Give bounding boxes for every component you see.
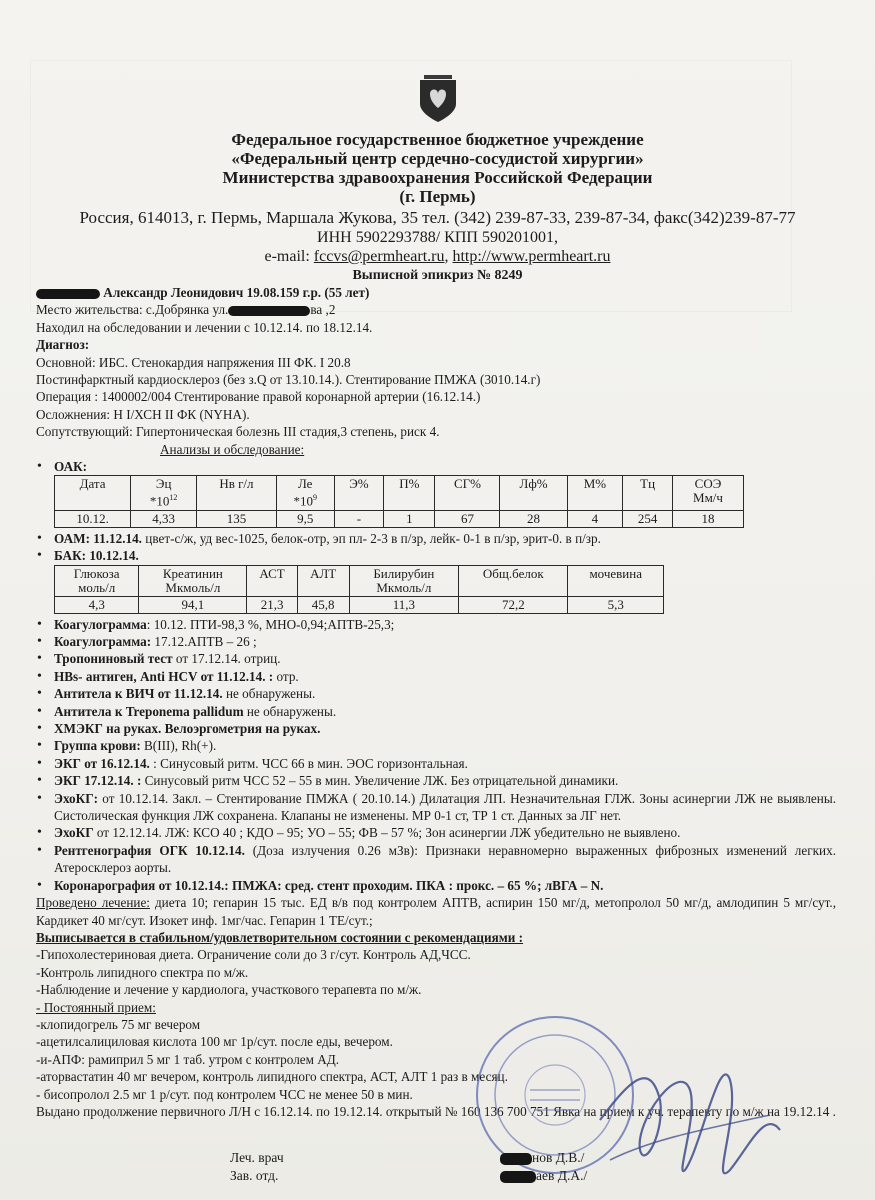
email-link[interactable]: fccvs@permheart.ru bbox=[313, 248, 445, 265]
exam-item-title: ХМЭКГ на руках. Велоэргометрия на руках. bbox=[54, 721, 321, 737]
exam-item bbox=[36, 877, 836, 894]
signer-labels bbox=[230, 1149, 284, 1185]
exam-item bbox=[36, 720, 836, 737]
bak-cell: 94,1 bbox=[139, 596, 247, 613]
medication-line: -и-АПФ: рамиприл 5 мг 1 таб. утром с контролем АД. bbox=[36, 1051, 340, 1067]
recommendation-line: -Контроль липидного спектра по м/ж. bbox=[36, 964, 249, 980]
exam-item-text: не обнаружены. bbox=[222, 686, 316, 702]
bak-cell: 11,3 bbox=[349, 596, 459, 613]
exam-item bbox=[36, 633, 836, 650]
exam-item bbox=[36, 790, 836, 825]
treatment-text: диета 10; гепарин 15 тыс. ЕД в/в под контролем АПТВ, аспирин 150 мг/д, метопролол 50 мг/д, амлодипин 5 мг/сут., Кардикет 40 мг/сут. Изокет инф. 1мг/час. Гепарин 1 ТЕ/сут.; bbox=[36, 895, 836, 928]
exam-item-text: : 10.12. ПТИ-98,3 %, МНО-0,94;АПТВ-25,3; bbox=[146, 616, 395, 632]
oak-cell: - bbox=[334, 510, 384, 527]
institution-line-3: Министерства здравоохранения Российской Федерации bbox=[222, 168, 653, 187]
oak-header: Э% bbox=[334, 476, 384, 510]
oak-cell: 135 bbox=[197, 510, 277, 527]
redaction-mark bbox=[500, 1171, 536, 1183]
diagnosis-concomitant: Сопутствующий: Гипертоническая болезнь III стадия,3 степень, риск 4. bbox=[36, 424, 440, 440]
oak-cell: 4,33 bbox=[131, 510, 197, 527]
exam-item-title: Антитела к ВИЧ от 11.12.14. bbox=[54, 686, 223, 702]
doctor-name-line bbox=[500, 1149, 587, 1167]
oak-header: Эц $*10^{12}$ bbox=[131, 476, 197, 510]
bak-header: АЛТ bbox=[297, 565, 349, 596]
exam-item bbox=[36, 824, 836, 841]
document-body bbox=[36, 284, 836, 1120]
exam-item bbox=[36, 703, 836, 720]
head-name: аев Д.А./ bbox=[536, 1168, 588, 1183]
oak-table bbox=[54, 475, 744, 527]
exam-item-text: от 12.12.14. ЛЖ: КСО 40 ; КДО – 95; УО – 55; ФВ – 57 %; Зон асинергии ЛЖ убедительно не выявлено. bbox=[93, 825, 681, 841]
oam-item bbox=[36, 530, 836, 547]
diagnosis-main: Основной: ИБС. Стенокардия напряжения III ФК. I 20.8 bbox=[36, 354, 351, 370]
exam-item-title: ЭхоКГ bbox=[54, 825, 94, 841]
recommendation-line: -Наблюдение и лечение у кардиолога, участкового терапевта по м/ж. bbox=[36, 982, 422, 998]
bak-cell: 72,2 bbox=[459, 596, 568, 613]
table-row bbox=[55, 476, 744, 510]
exam-item-title: Коагулограмма: bbox=[54, 634, 152, 650]
oak-cell: 4 bbox=[567, 510, 623, 527]
exam-item bbox=[36, 737, 836, 754]
exam-item-text: Синусовый ритм ЧСС 52 – 55 в мин. Увеличение ЛЖ. Без отрицательной динамики. bbox=[141, 773, 619, 789]
exam-item-title: ЭКГ 17.12.14. : bbox=[54, 773, 142, 789]
oak-label: ОАК: bbox=[54, 459, 88, 475]
oak-cell: 1 bbox=[384, 510, 435, 527]
residence-house: ва ,2 bbox=[310, 302, 336, 318]
patient-name: Александр Леонидович 19.08.159 г.р. (55 лет) bbox=[103, 285, 370, 300]
exam-item-title: Тропониновый тест bbox=[54, 651, 173, 667]
patient-line bbox=[36, 284, 836, 301]
sick-leave-line: Выдано продолжение первичного Л/Н с 16.12.14. по 19.12.14. открытый № 160 136 700 751 Явка на прием к уч. терапевту по м/ж на 19.12.14 . bbox=[36, 1103, 836, 1119]
exam-item-text: B(III), Rh(+). bbox=[140, 738, 217, 754]
exam-item-title: HBs- антиген, Anti HCV от 11.12.14. : bbox=[54, 668, 274, 684]
head-name-line bbox=[500, 1167, 587, 1185]
contact-line bbox=[0, 247, 875, 266]
exam-item bbox=[36, 842, 836, 877]
exam-item-text: от 17.12.14. отриц. bbox=[172, 651, 281, 667]
institution-city: (г. Пермь) bbox=[399, 187, 476, 206]
exam-item-title: Рентгенография ОГК 10.12.14. bbox=[54, 842, 245, 858]
permanent-title: - Постоянный прием: bbox=[36, 999, 156, 1015]
oak-item bbox=[36, 458, 836, 528]
bak-cell: 5,3 bbox=[568, 596, 664, 613]
oam-text: цвет-с/ж, уд вес-1025, белок-отр, эп пл- 2-3 в п/зр, лейк- 0-1 в п/зр, эрит-0. в п/зр. bbox=[141, 530, 601, 546]
bak-header: Глюкоза моль/л bbox=[55, 565, 139, 596]
bak-cell: 45,8 bbox=[297, 596, 349, 613]
doctor-label: Леч. врач bbox=[230, 1150, 284, 1165]
medication-line: - бисопролол 2.5 мг 1 р/сут. под контролем ЧСС не менее 50 в мин. bbox=[36, 1086, 413, 1102]
treatment-label: Проведено лечение: bbox=[36, 895, 150, 911]
oak-header: Нв г/л bbox=[197, 476, 277, 510]
email-label: e-mail: bbox=[264, 248, 314, 265]
bak-header: мочевина bbox=[568, 565, 664, 596]
oak-cell: 28 bbox=[500, 510, 567, 527]
diagnosis-complications: Осложнения: Н I/ХСН II ФК (NYHA). bbox=[36, 406, 250, 422]
oak-header: СОЭ Мм/ч bbox=[672, 476, 743, 510]
institution-address: Россия, 614013, г. Пермь, Маршала Жукова, 35 тел. (342) 239-87-33, 239-87-34, факс(342)239-87-77 bbox=[79, 208, 796, 227]
exam-item bbox=[36, 755, 836, 772]
diagnosis-title: Диагноз: bbox=[36, 337, 90, 353]
doctor-name: нов Д.В./ bbox=[532, 1150, 585, 1165]
oak-cell: 67 bbox=[435, 510, 500, 527]
exam-item bbox=[36, 668, 836, 685]
exam-item-title: ЭКГ от 16.12.14. bbox=[54, 755, 150, 771]
bak-item bbox=[36, 547, 836, 613]
oak-cell: 254 bbox=[623, 510, 673, 527]
redaction-mark bbox=[36, 289, 100, 299]
exam-item-text: от 10.12.14. Закл. – Стентирование ПМЖА ( 20.10.14.) Дилатация ЛП. Незначительная ГЛЖ. Зоны асинергии ЛЖ не выявлены. Систолическая функция ЛЖ сохранена. Клапаны не изменены. МР 0-1 ст, ТР 1 ст. Данных за ЛГ нет. bbox=[54, 790, 836, 824]
oak-header: М% bbox=[567, 476, 623, 510]
table-row bbox=[55, 596, 664, 613]
oak-header: Ле $*10^9$ bbox=[276, 476, 334, 510]
medication-line: -ацетилсалициловая кислота 100 мг 1р/сут. после еды, вечером. bbox=[36, 1034, 393, 1050]
bak-cell: 21,3 bbox=[247, 596, 297, 613]
oak-header: Дата bbox=[55, 476, 131, 510]
discharge-title: Выписывается в стабильном/удовлетворительном состоянии с рекомендациями : bbox=[36, 929, 524, 945]
stay-period: Находил на обследовании и лечении с 10.12.14. по 18.12.14. bbox=[36, 319, 373, 335]
redaction-mark bbox=[500, 1153, 532, 1165]
exam-item-text: 17.12.АПТВ – 26 ; bbox=[151, 634, 257, 650]
bak-header: АСТ bbox=[247, 565, 297, 596]
oam-label: ОАМ: 11.12.14. bbox=[54, 530, 142, 546]
handwritten-signature bbox=[590, 1020, 790, 1200]
exam-item-title: ЭхоКГ: bbox=[54, 790, 98, 806]
residence-text: Место жительства: с.Добрянка ул. bbox=[36, 302, 229, 318]
redaction-mark bbox=[228, 306, 310, 316]
letterhead bbox=[0, 130, 875, 284]
exam-item-title: Антитела к Treponema pallidum bbox=[54, 703, 244, 719]
heart-center-logo bbox=[416, 74, 460, 124]
exam-item bbox=[36, 650, 836, 667]
exam-item-text: отр. bbox=[273, 668, 299, 684]
residence-line bbox=[36, 301, 836, 318]
oak-header: Тц bbox=[623, 476, 673, 510]
recommendation-line: -Гипохолестериновая диета. Ограничение соли до 3 г/сут. Контроль АД,ЧСС. bbox=[36, 947, 471, 963]
table-row bbox=[55, 565, 664, 596]
bak-cell: 4,3 bbox=[55, 596, 139, 613]
bak-table bbox=[54, 565, 664, 614]
treatment bbox=[36, 894, 836, 929]
website-link[interactable]: http://www.permheart.ru bbox=[452, 248, 611, 265]
oak-header: П% bbox=[384, 476, 435, 510]
exam-item-text: (Доза излучения 0.26 мЗв): Признаки неравномерно выраженных фиброзных изменений легких. Атеросклероз аорты. bbox=[54, 842, 836, 876]
exam-item bbox=[36, 772, 836, 789]
oak-cell: 9,5 bbox=[276, 510, 334, 527]
exam-item-title: Группа крови: bbox=[54, 738, 141, 754]
exam-item-title: Коагулограмма bbox=[54, 616, 147, 632]
exam-item-title: Коронарография от 10.12.14.: ПМЖА: сред. стент проходим. ПКА : прокс. – 65 %; лВГА – N. bbox=[54, 877, 604, 893]
medication-line: -аторвастатин 40 мг вечером, контроль липидного спектра, АСТ, АЛТ 1 раз в месяц. bbox=[36, 1069, 508, 1085]
exam-item-text: : Синусовый ритм. ЧСС 66 в мин. ЭОС горизонтальная. bbox=[149, 755, 468, 771]
table-row bbox=[55, 510, 744, 527]
signer-names bbox=[500, 1149, 587, 1185]
oak-cell: 18 bbox=[672, 510, 743, 527]
institution-line-2: «Федеральный центр сердечно-сосудистой хирургии» bbox=[231, 149, 644, 168]
medication-line: -клопидогрель 75 мг вечером bbox=[36, 1016, 201, 1032]
lab-list bbox=[36, 458, 836, 614]
diagnosis-operation: Операция : 1400002/004 Стентирование правой коронарной артерии (16.12.14.) bbox=[36, 389, 481, 405]
analyses-title: Анализы и обследование: bbox=[160, 441, 305, 457]
head-label: Зав. отд. bbox=[230, 1168, 279, 1183]
oak-header: Лф% bbox=[500, 476, 567, 510]
oak-header: СГ% bbox=[435, 476, 500, 510]
exam-list bbox=[36, 616, 836, 895]
document-title: Выписной эпикриз № 8249 bbox=[352, 268, 523, 283]
diagnosis-post: Постинфарктный кардиосклероз (без з.Q от 13.10.14.). Стентирование ПМЖА (3010.14.г) bbox=[36, 372, 541, 388]
exam-item bbox=[36, 616, 836, 633]
contact-separator: , bbox=[444, 248, 453, 265]
oak-cell: 10.12. bbox=[55, 510, 131, 527]
exam-item bbox=[36, 685, 836, 702]
bak-header: Общ.белок bbox=[459, 565, 568, 596]
bak-header: Билирубин Мкмоль/л bbox=[349, 565, 459, 596]
institution-inn: ИНН 5902293788/ КПП 590201001, bbox=[317, 229, 558, 246]
bak-header: Креатинин Мкмоль/л bbox=[139, 565, 247, 596]
institution-line-1: Федеральное государственное бюджетное учреждение bbox=[231, 130, 644, 149]
bak-label: БАК: 10.12.14. bbox=[54, 548, 139, 564]
exam-item-text: не обнаружены. bbox=[243, 703, 337, 719]
